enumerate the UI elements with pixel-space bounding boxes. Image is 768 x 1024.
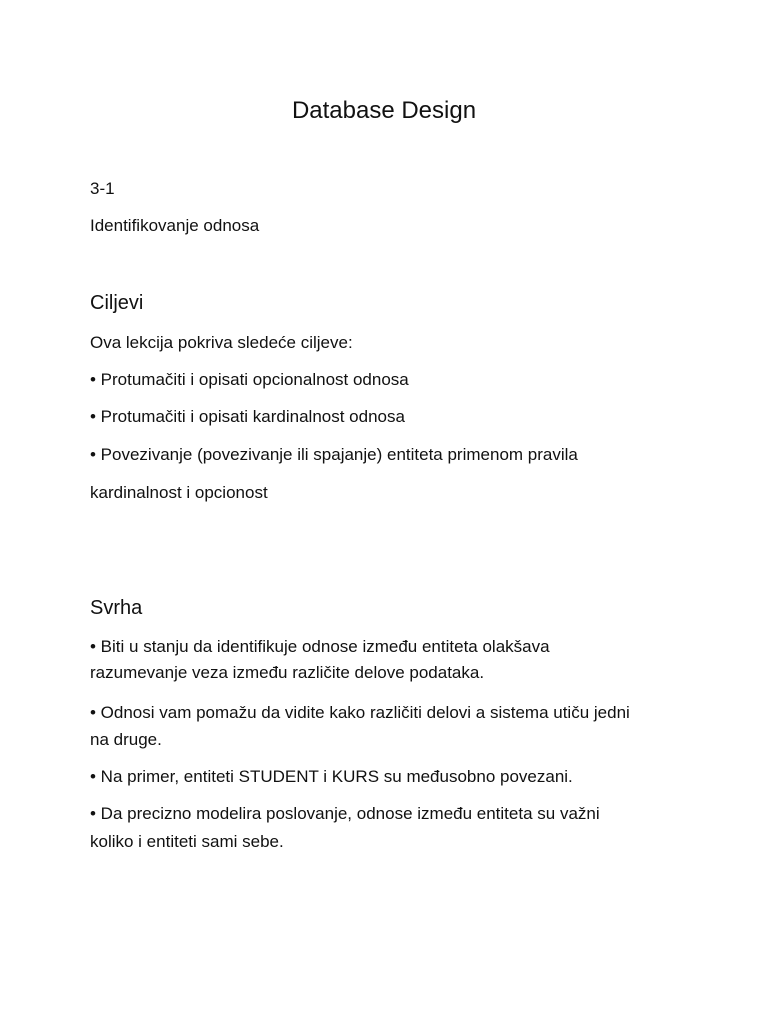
document-title: Database Design [291, 97, 477, 124]
svrha-bullet-3: • Na primer, entiteti STUDENT i KURS su međusobno povezani. [90, 767, 573, 786]
lesson-number: 3-1 [90, 179, 115, 198]
svrha-bullet-1-continued: razumevanje veza između različite delove podataka. [90, 663, 485, 682]
svrha-bullet-4: • Da precizno modelira poslovanje, odnose između entiteta su važni [90, 804, 600, 823]
ciljevi-bullet-3-continued: kardinalnost i opcionost [90, 483, 268, 502]
svrha-bullet-2: • Odnosi vam pomažu da vidite kako različiti delovi a sistema utiču jedni [90, 703, 630, 722]
ciljevi-bullet-3: • Povezivanje (povezivanje ili spajanje) entiteta primenom pravila [90, 445, 578, 464]
ciljevi-bullet-2: • Protumačiti i opisati kardinalnost odnosa [90, 407, 405, 426]
section-heading-ciljevi: Ciljevi [90, 292, 144, 314]
ciljevi-intro: Ova lekcija pokriva sledeće ciljeve: [90, 333, 353, 352]
svrha-bullet-4-continued: koliko i entiteti sami sebe. [90, 832, 284, 851]
lesson-title: Identifikovanje odnosa [90, 216, 260, 235]
svrha-bullet-2-continued: na druge. [90, 730, 162, 749]
svrha-bullet-1: • Biti u stanju da identifikuje odnose između entiteta olakšava [90, 637, 550, 656]
section-heading-svrha: Svrha [90, 597, 143, 619]
ciljevi-bullet-1: • Protumačiti i opisati opcionalnost odnosa [90, 370, 409, 389]
